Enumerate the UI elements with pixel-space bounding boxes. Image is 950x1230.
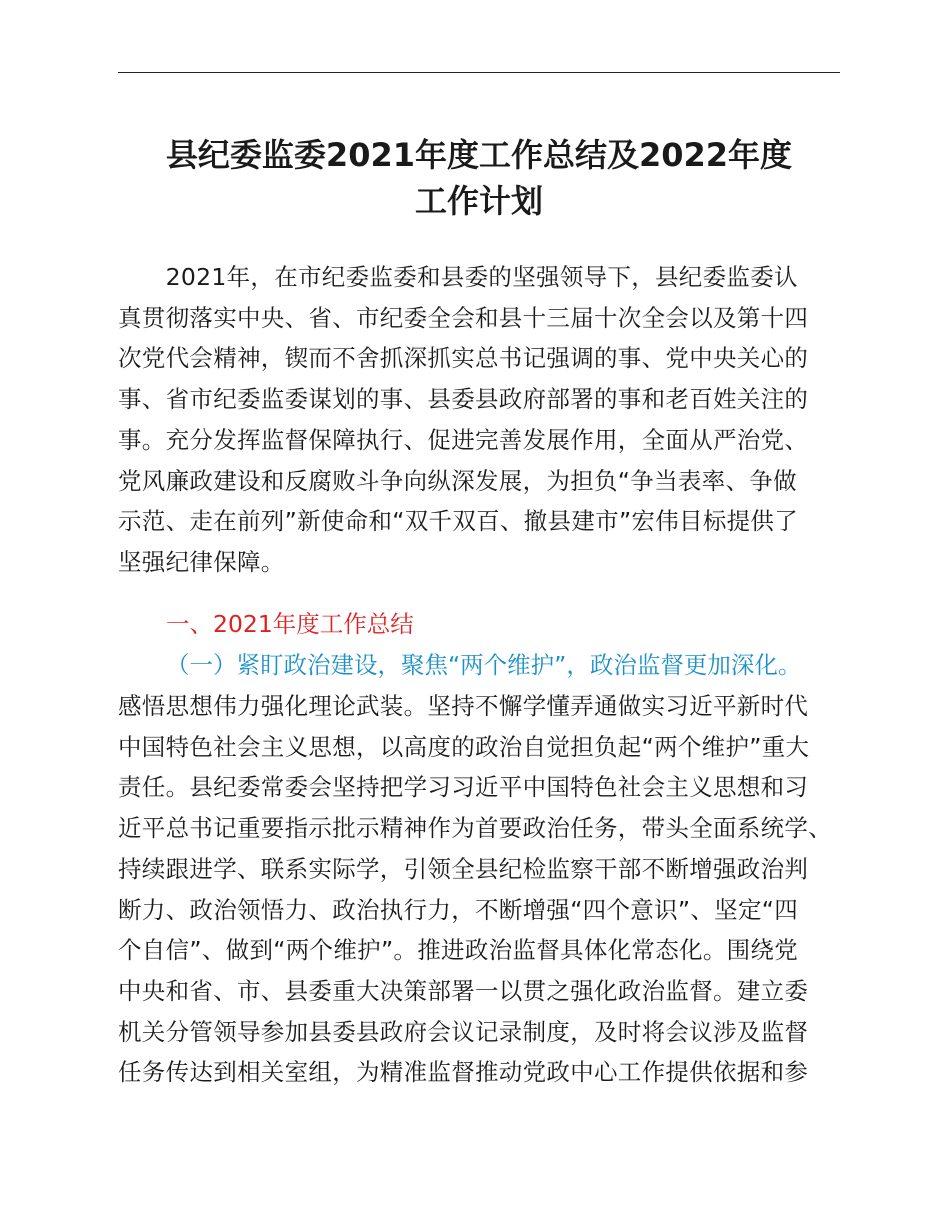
title-line-2: 工作计划 <box>414 182 543 220</box>
subsection-heading: （一）紧盯政治建设，聚焦“两个维护”，政治监督更加深化。 <box>166 651 802 679</box>
section-heading: 一、2021年度工作总结 <box>166 610 414 638</box>
document-title <box>118 132 840 224</box>
section-body-paragraph: 感悟思想伟力强化理论武装。坚持不懈学懂弄通做实习近平新时代 中国特色社会主义思想，以高度的政治自觉担负起“两个维护”重大 责任。县纪委常委会坚持把学习习近平中国特色社会主义思想和习 近平总书记重要指示批示精神作为首要政治任务，带头全面系统学、 持续跟进学、联系实际学，引领全县纪检监察干部不断增强政治判 断力、政治领悟力、政治执行力，不断增强“四个意识”、坚定“四 个自信”、做到“两个维护”。推进政治监督具体化常态化。围绕党 中央和省、市、县委重大决策部署一以贯之强化政治监督。建立委 机关分管领导参加县委县政府会议记录制度，及时将会议涉及监督 任务传达到相关室组，为精准监督推动党政中心工作提供依据和参 <box>118 692 832 1087</box>
title-line-1: 县纪委监委2021年度工作总结及2022年度 <box>165 136 793 174</box>
intro-paragraph: 2021年，在市纪委监委和县委的坚强领导下，县纪委监委认 真贯彻落实中央、省、市纪委全会和县十三届十次全会以及第十四 次党代会精神，锲而不舍抓深抓实总书记强调的事、党中央关心的 事、省市纪委监委谋划的事、县委县政府部署的事和老百姓关注的 事。充分发挥监督保障执行、促进完善发展作用，全面从严治党、 党风廉政建设和反腐败斗争向纵深发展，为担负“争当表率、争做 示范、走在前列”新使命和“双千双百、撤县建市”宏伟目标提供了 坚强纪律保障。 <box>118 263 809 576</box>
header-rule <box>118 72 840 73</box>
